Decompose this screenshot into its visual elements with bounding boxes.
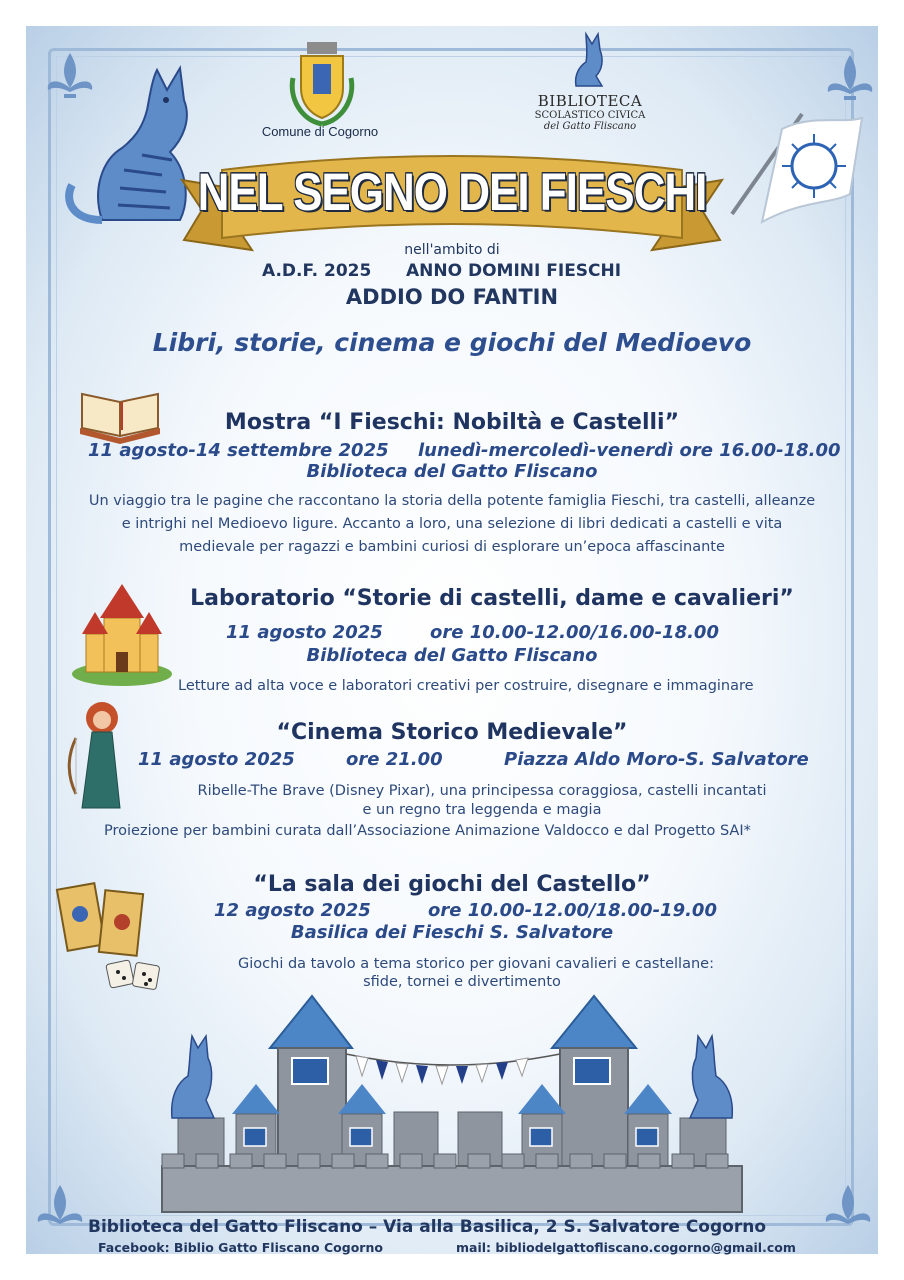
footer-mail: mail: bibliodelgattofliscano.cogorno@gmail.com bbox=[456, 1240, 796, 1255]
event-2-desc-1: Letture ad alta voce e laboratori creativi per costruire, disegnare e immaginare bbox=[178, 678, 754, 694]
event-3-place: Piazza Aldo Moro-S. Salvatore bbox=[504, 749, 809, 770]
event-1-desc-1: Un viaggio tra le pagine che raccontano la storia della potente famiglia Fieschi, tra castelli, alleanze bbox=[88, 493, 816, 509]
ambito-label: nell'ambito di bbox=[404, 242, 500, 258]
event-4-title: “La sala dei giochi del Castello” bbox=[253, 872, 651, 897]
event-4-date: 12 agosto 2025 bbox=[214, 900, 371, 921]
coat-of-arms-icon bbox=[287, 38, 357, 128]
flag-icon bbox=[722, 104, 872, 244]
library-tagline: del Gatto Fliscano bbox=[543, 121, 637, 132]
event-3-title: “Cinema Storico Medievale” bbox=[276, 720, 628, 745]
event-1-time: lunedì-mercoledì-venerdì ore 16.00-18.00 bbox=[418, 440, 841, 461]
event-3-desc-3: Proiezione per bambini curata dall’Associazione Animazione Valdocco e dal Progetto SAI* bbox=[104, 823, 751, 839]
event-1-desc-2: e intrighi nel Medioevo ligure. Accanto a loro, una selezione di libri dedicati a castelli e vita bbox=[121, 516, 783, 532]
event-2-time: ore 10.00-12.00/16.00-18.00 bbox=[430, 622, 719, 643]
event-1-title: Mostra “I Fieschi: Nobiltà e Castelli” bbox=[224, 410, 680, 435]
event-4-place: Basilica dei Fieschi S. Salvatore bbox=[290, 922, 614, 943]
event-4-time: ore 10.00-12.00/18.00-19.00 bbox=[428, 900, 717, 921]
municipality-label: Comune di Cogorno bbox=[261, 124, 379, 139]
footer-facebook: Facebook: Biblio Gatto Fliscano Cogorno bbox=[98, 1240, 383, 1255]
fleur-de-lis-icon bbox=[818, 1180, 878, 1240]
castle-icon bbox=[152, 996, 752, 1216]
event-2-date: 11 agosto 2025 bbox=[226, 622, 383, 643]
page-tagline: Libri, storie, cinema e giochi del Medioevo bbox=[152, 328, 752, 357]
addio-label: ADDIO DO FANTIN bbox=[345, 285, 559, 309]
library-subtitle: SCOLASTICO CIVICA bbox=[534, 110, 646, 121]
event-2-place: Biblioteca del Gatto Fliscano bbox=[306, 645, 598, 666]
event-4-desc-1: Giochi da tavolo a tema storico per giovani cavalieri e castellane: bbox=[238, 956, 714, 972]
adf-label: A.D.F. 2025 bbox=[262, 261, 372, 281]
event-3-desc-2: e un regno tra leggenda e magia bbox=[362, 802, 602, 818]
event-1-date: 11 agosto-14 settembre 2025 bbox=[88, 440, 389, 461]
library-name: BIBLIOTECA bbox=[537, 92, 643, 110]
event-3-date: 11 agosto 2025 bbox=[138, 749, 295, 770]
event-3-desc-1: Ribelle-The Brave (Disney Pixar), una principessa coraggiosa, castelli incantati bbox=[197, 783, 767, 799]
cat-icon bbox=[566, 30, 616, 90]
fleur-de-lis-icon bbox=[30, 1180, 90, 1240]
event-1-place: Biblioteca del Gatto Fliscano bbox=[306, 461, 598, 482]
event-4-desc-2: sfide, tornei e divertimento bbox=[363, 974, 561, 990]
footer-address: Biblioteca del Gatto Fliscano – Via alla Basilica, 2 S. Salvatore Cogorno bbox=[88, 1217, 766, 1237]
event-1-desc-3: medievale per ragazzi e bambini curiosi di esplorare un’epoca affascinante bbox=[179, 539, 725, 555]
anno-label: ANNO DOMINI FIESCHI bbox=[406, 261, 622, 281]
fleur-de-lis-icon bbox=[820, 50, 880, 110]
event-3-time: ore 21.00 bbox=[346, 749, 443, 770]
event-2-title: Laboratorio “Storie di castelli, dame e cavalieri” bbox=[190, 586, 794, 611]
banner-title: NEL SEGNO DEI FIESCHI bbox=[197, 163, 707, 222]
